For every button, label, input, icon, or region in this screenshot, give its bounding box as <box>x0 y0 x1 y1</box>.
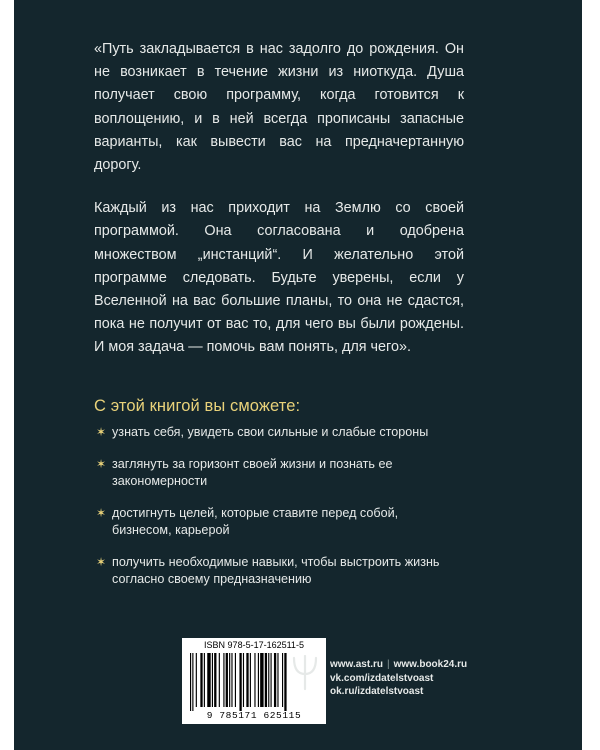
barcode-bar <box>250 653 251 707</box>
barcode-bar <box>204 653 205 707</box>
benefits-title: С этой книгой вы сможете: <box>94 397 301 415</box>
barcode-bar <box>214 653 216 707</box>
barcode-bar <box>274 653 276 707</box>
link-ast[interactable]: www.ast.ru <box>330 659 383 670</box>
barcode-bar <box>284 653 286 711</box>
publisher-links <box>330 658 467 699</box>
link-book24[interactable]: www.book24.ru <box>393 659 468 670</box>
benefit-text: узнать себя, увидеть свои сильные и слабые стороны <box>112 425 429 439</box>
barcode-digits: 9 785171 625115 <box>206 710 302 721</box>
benefit-text: достигнуть целей, которые ставите перед собой, бизнесом, карьерой <box>112 505 399 537</box>
barcode-bar <box>226 653 228 707</box>
barcode-bar <box>265 653 267 707</box>
barcode-bar <box>277 653 278 707</box>
barcode-bar <box>212 653 213 707</box>
barcode-bar <box>254 653 255 707</box>
barcode-bar <box>190 653 191 711</box>
benefits-list <box>98 424 458 603</box>
barcode-bar <box>229 653 230 707</box>
barcode-bar <box>200 653 202 707</box>
barcode-bar <box>231 653 232 707</box>
benefit-item <box>98 456 458 491</box>
barcode-bar <box>268 653 269 707</box>
barcode-bar <box>196 653 197 707</box>
barcode-bar <box>260 653 263 707</box>
benefit-text: заглянуть за горизонт своей жизни и познать ее закономерности <box>112 456 393 488</box>
barcode-bar <box>246 653 248 707</box>
link-ok[interactable]: ok.ru/izdatelstvoast <box>330 686 424 698</box>
star-bullet-icon: ✶ <box>96 505 107 520</box>
barcode-bar <box>219 653 220 707</box>
isbn-number: ISBN 978-5-17-162511-5 <box>204 640 304 650</box>
barcode-bar <box>243 653 244 707</box>
cover-quote <box>94 38 464 380</box>
benefit-text: получить необходимые навыки, чтобы выстроить жизнь согласно своему предназначению <box>112 554 440 586</box>
divider: | <box>386 659 390 670</box>
benefit-item <box>98 554 458 589</box>
quote-paragraph-2: Каждый из нас приходит на Землю со своей программой. Она согласована и одобрена множеством „инстанций“. И желательно этой программе следовать. Будьте уверены, если у Вселенной на вас большие планы, то она не сдастся, пока не получит от вас то, для чего вы были рождены. И моя задача — помочь вам понять, для чего». <box>94 200 464 356</box>
barcode-bar <box>258 653 259 707</box>
barcode-bar <box>239 653 241 711</box>
book-back-cover <box>14 0 582 750</box>
benefit-item <box>98 424 458 442</box>
star-bullet-icon: ✶ <box>96 554 107 569</box>
barcode-bar <box>235 653 236 707</box>
barcode-bar <box>282 653 283 707</box>
barcode-bar <box>207 653 210 707</box>
link-vk[interactable]: vk.com/izdatelstvoast <box>330 672 434 684</box>
barcode-bar <box>223 653 224 707</box>
barcode-bar <box>271 653 272 707</box>
quote-paragraph-1: «Путь закладывается в нас задолго до рождения. Он не возникает в течение жизни из ниоткуда. Душа получает свою программу, когда готовится к воплощению, и в ней всегда прописаны запасные варианты, как вывести вас на предначертанную дорогу. <box>94 41 464 174</box>
benefit-item <box>98 505 458 540</box>
star-bullet-icon: ✶ <box>96 425 107 439</box>
star-bullet-icon: ✶ <box>96 456 107 471</box>
psi-icon <box>292 655 318 696</box>
barcode-bar <box>192 653 193 711</box>
